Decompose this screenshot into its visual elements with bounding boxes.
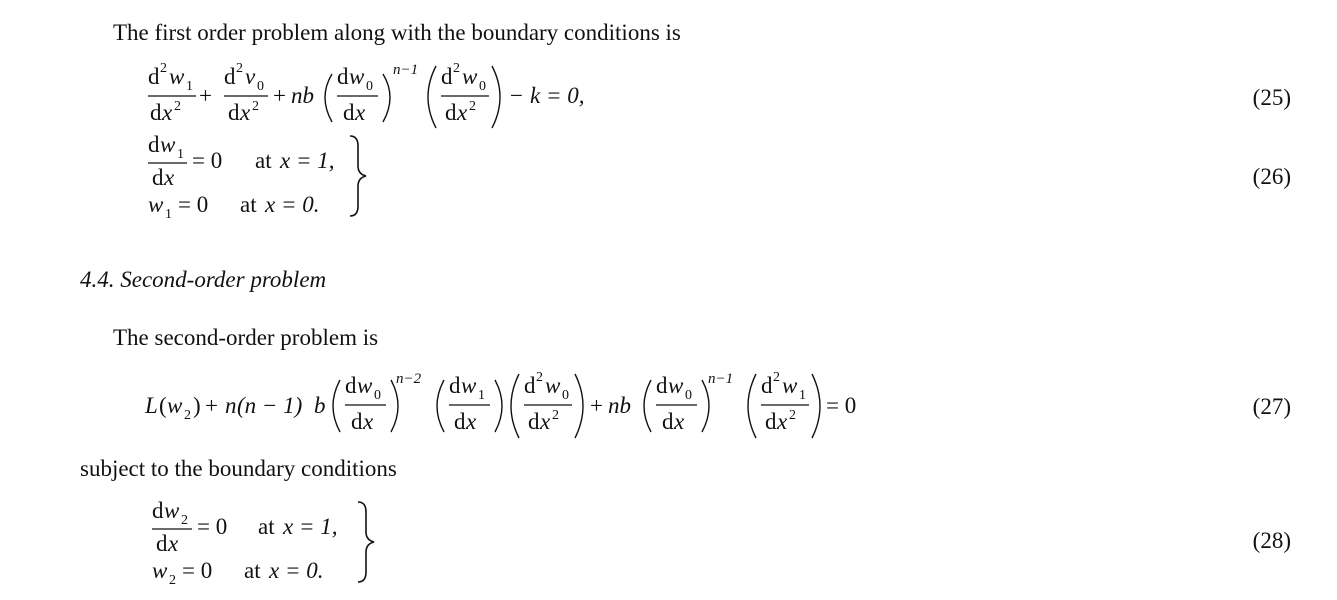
- svg-text:x: x: [674, 409, 685, 434]
- svg-text:2: 2: [160, 61, 167, 76]
- svg-text:x: x: [540, 409, 551, 434]
- svg-text:x: x: [363, 409, 374, 434]
- svg-text:2: 2: [174, 99, 181, 114]
- svg-text:d: d: [449, 373, 461, 398]
- svg-text:d: d: [765, 409, 777, 434]
- svg-text:2: 2: [169, 573, 176, 588]
- svg-text:d: d: [441, 64, 453, 89]
- equation-28: [0, 496, 700, 586]
- svg-text:x: x: [240, 100, 251, 125]
- svg-text:n: n: [225, 393, 237, 418]
- svg-text:w: w: [357, 373, 373, 398]
- svg-text:d: d: [150, 100, 162, 125]
- fraction-d2v0-dx2: [224, 61, 268, 125]
- svg-text:nb: nb: [608, 393, 631, 418]
- svg-text:1: 1: [165, 207, 172, 222]
- svg-text:2: 2: [252, 99, 259, 114]
- svg-text:0: 0: [685, 388, 692, 403]
- svg-text:= 0: = 0: [182, 558, 213, 583]
- svg-text:d: d: [343, 100, 355, 125]
- svg-text:+: +: [205, 393, 218, 418]
- svg-text:0: 0: [366, 79, 373, 94]
- svg-text:d: d: [228, 100, 240, 125]
- svg-text:w: w: [462, 64, 478, 89]
- fraction-d2w1-dx2: [148, 61, 196, 125]
- svg-text:−: −: [510, 83, 523, 108]
- svg-text:(: (: [159, 393, 167, 418]
- svg-text:d: d: [662, 409, 674, 434]
- svg-text:+: +: [273, 83, 286, 108]
- svg-text:2: 2: [236, 61, 243, 76]
- svg-text:1: 1: [186, 79, 193, 94]
- svg-text:w: w: [668, 373, 684, 398]
- svg-text:= 0: = 0: [197, 514, 228, 539]
- svg-text:w: w: [169, 64, 185, 89]
- svg-text:n−1: n−1: [708, 371, 734, 387]
- svg-text:at: at: [255, 148, 272, 173]
- svg-text:+: +: [590, 393, 603, 418]
- svg-text:w: w: [160, 132, 176, 157]
- svg-text:d: d: [445, 100, 457, 125]
- intro-second-order-text: The second-order problem is: [113, 325, 379, 350]
- svg-text:nb: nb: [291, 83, 314, 108]
- svg-text:at: at: [240, 192, 257, 217]
- svg-text:0: 0: [257, 79, 264, 94]
- equation-number-25: (25): [1252, 85, 1291, 110]
- svg-text:w: w: [167, 393, 183, 418]
- svg-text:k = 0,: k = 0,: [530, 83, 585, 108]
- svg-text:n−1: n−1: [393, 62, 419, 78]
- svg-text:= 0: = 0: [826, 393, 857, 418]
- svg-text:= 0: = 0: [192, 148, 223, 173]
- svg-text:w: w: [148, 192, 164, 217]
- svg-text:d: d: [152, 498, 164, 523]
- equation-number-28: (28): [1252, 528, 1291, 553]
- svg-text:d: d: [345, 373, 357, 398]
- svg-text:w: w: [164, 498, 180, 523]
- svg-text:d: d: [224, 64, 236, 89]
- svg-text:): ): [193, 393, 201, 418]
- equation-26: [0, 130, 700, 220]
- svg-text:1: 1: [478, 388, 485, 403]
- svg-text:0: 0: [562, 388, 569, 403]
- svg-text:1: 1: [799, 388, 806, 403]
- svg-text:d: d: [524, 373, 536, 398]
- svg-text:v: v: [245, 64, 256, 89]
- svg-text:2: 2: [453, 61, 460, 76]
- svg-text:w: w: [349, 64, 365, 89]
- svg-text:w: w: [782, 373, 798, 398]
- svg-text:d: d: [656, 373, 668, 398]
- svg-text:x = 1,: x = 1,: [280, 148, 335, 173]
- svg-text:d: d: [761, 373, 773, 398]
- svg-text:1: 1: [177, 147, 184, 162]
- svg-text:2: 2: [184, 408, 191, 423]
- right-brace: [358, 502, 374, 582]
- svg-text:L: L: [145, 393, 158, 418]
- svg-text:2: 2: [789, 408, 796, 423]
- section-heading: 4.4. Second-order problem: [80, 267, 327, 292]
- svg-text:w: w: [461, 373, 477, 398]
- equation-25: [0, 60, 700, 140]
- svg-text:d: d: [148, 132, 160, 157]
- svg-text:2: 2: [536, 370, 543, 385]
- svg-text:w: w: [152, 558, 168, 583]
- subject-to-text: subject to the boundary conditions: [80, 456, 397, 481]
- svg-text:d: d: [337, 64, 349, 89]
- svg-text:d: d: [156, 531, 168, 556]
- svg-text:d: d: [152, 165, 164, 190]
- svg-text:x = 0.: x = 0.: [265, 192, 320, 217]
- svg-text:x: x: [162, 100, 173, 125]
- svg-text:x: x: [466, 409, 477, 434]
- svg-text:b: b: [314, 393, 326, 418]
- svg-text:x = 0.: x = 0.: [269, 558, 324, 583]
- svg-text:= 0: = 0: [178, 192, 209, 217]
- svg-text:+: +: [199, 83, 212, 108]
- svg-text:w: w: [545, 373, 561, 398]
- intro-first-order-text: The first order problem along with the boundary conditions is: [113, 20, 681, 45]
- svg-text:2: 2: [469, 99, 476, 114]
- svg-text:2: 2: [773, 370, 780, 385]
- svg-text:at: at: [258, 514, 275, 539]
- svg-text:0: 0: [479, 79, 486, 94]
- svg-text:at: at: [244, 558, 261, 583]
- svg-text:(n − 1): (n − 1): [237, 393, 303, 418]
- svg-text:x = 1,: x = 1,: [283, 514, 338, 539]
- equation-27: [0, 368, 900, 448]
- svg-text:2: 2: [552, 408, 559, 423]
- svg-text:x: x: [457, 100, 468, 125]
- svg-text:x: x: [168, 531, 179, 556]
- svg-text:d: d: [454, 409, 466, 434]
- svg-text:n−2: n−2: [396, 371, 422, 387]
- svg-text:d: d: [351, 409, 363, 434]
- equation-number-27: (27): [1252, 394, 1291, 419]
- svg-text:d: d: [528, 409, 540, 434]
- svg-text:x: x: [164, 165, 175, 190]
- right-brace: [350, 136, 366, 216]
- svg-text:x: x: [355, 100, 366, 125]
- equation-number-26: (26): [1252, 164, 1291, 189]
- svg-text:0: 0: [374, 388, 381, 403]
- svg-text:2: 2: [181, 513, 188, 528]
- svg-text:x: x: [777, 409, 788, 434]
- svg-text:d: d: [148, 64, 160, 89]
